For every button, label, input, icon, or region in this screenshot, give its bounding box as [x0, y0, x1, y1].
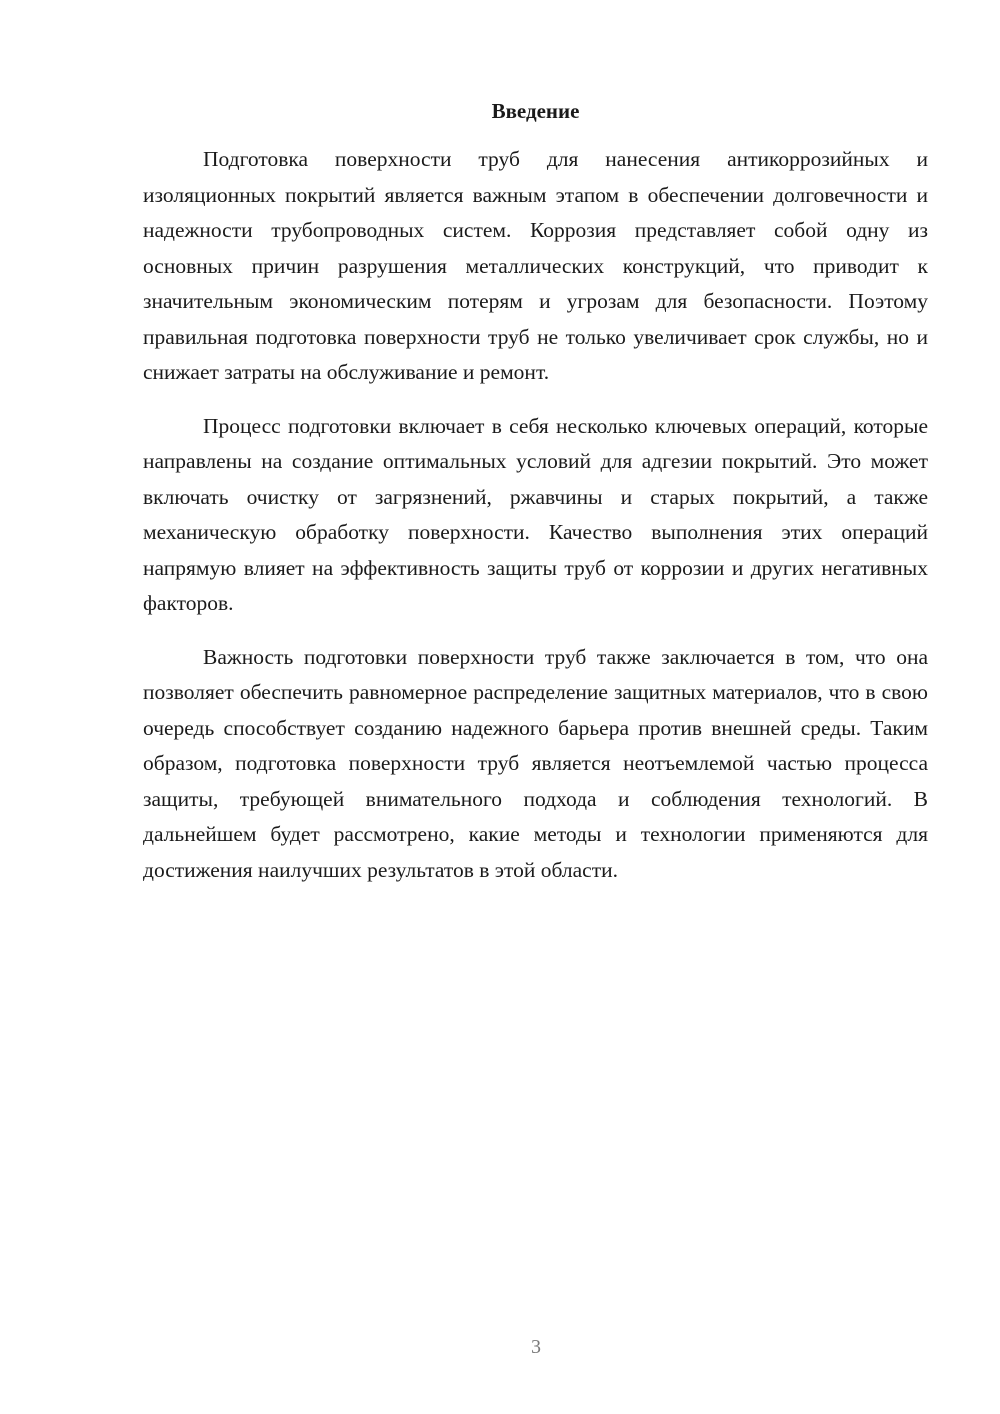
paragraph-3: Важность подготовки поверхности труб также заключается в том, что она позволяет обеспечить равномерное распределение защитных материалов, что в свою очередь способствует созданию надежного барьера против внешней среды. Таким образом, подготовка поверхности труб является неотъемлемой частью процесса защиты, требующей внимательного подхода и соблюдения технологий. В дальнейшем будет рассмотрено, какие методы и технологии применяются для достижения наилучших результатов в этой области.: [143, 644, 928, 882]
paragraph-1: Подготовка поверхности труб для нанесения антикоррозийных и изоляционных покрытий является важным этапом в обеспечении долговечности и надежности трубопроводных систем. Коррозия представляет собой одну из основных причин разрушения металлических конструкций, что приводит к значительным экономическим потерям и угрозам для безопасности. Поэтому правильная подготовка поверхности труб не только увеличивает срок службы, но и снижает затраты на обслуживание и ремонт.: [143, 147, 928, 384]
page-number: 3: [531, 1336, 541, 1358]
section-title: Введение: [491, 99, 580, 123]
paragraph-2: Процесс подготовки включает в себя несколько ключевых операций, которые направлены на создание оптимальных условий для адгезии покрытий. Это может включать очистку от загрязнений, ржавчины и старых покрытий, а также механическую обработку поверхности. Качество выполнения этих операций напрямую влияет на эффективность защиты труб от коррозии и других негативных факторов.: [143, 413, 928, 615]
body-text: [143, 142, 928, 906]
